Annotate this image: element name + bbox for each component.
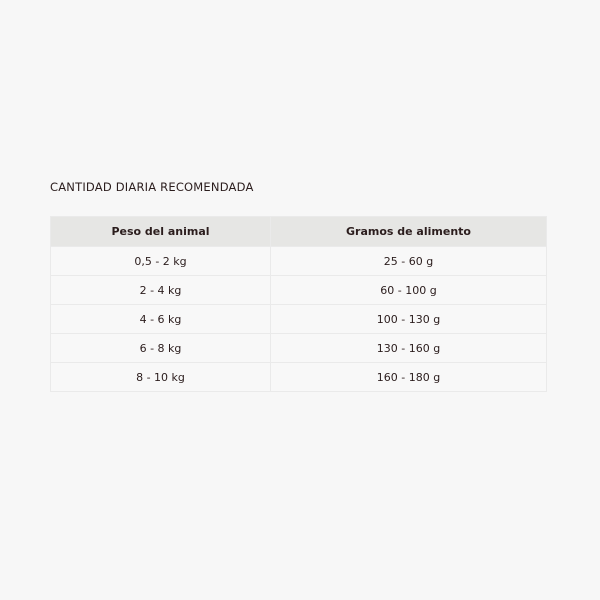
table-row bbox=[51, 276, 547, 305]
grams-cell: 100 - 130 g bbox=[271, 305, 547, 334]
grams-cell: 60 - 100 g bbox=[271, 276, 547, 305]
weight-cell: 2 - 4 kg bbox=[51, 276, 271, 305]
table-row bbox=[51, 334, 547, 363]
grams-cell: 25 - 60 g bbox=[271, 247, 547, 276]
grams-cell: 130 - 160 g bbox=[271, 334, 547, 363]
table-row bbox=[51, 363, 547, 392]
section-title: CANTIDAD DIARIA RECOMENDADA bbox=[50, 180, 254, 194]
grams-cell: 160 - 180 g bbox=[271, 363, 547, 392]
feeding-table bbox=[50, 216, 547, 392]
table-row bbox=[51, 247, 547, 276]
column-header-weight: Peso del animal bbox=[51, 217, 271, 247]
table-header-row bbox=[51, 217, 547, 247]
table-row bbox=[51, 305, 547, 334]
weight-cell: 0,5 - 2 kg bbox=[51, 247, 271, 276]
column-header-grams: Gramos de alimento bbox=[271, 217, 547, 247]
weight-cell: 8 - 10 kg bbox=[51, 363, 271, 392]
weight-cell: 6 - 8 kg bbox=[51, 334, 271, 363]
recommended-amount-section bbox=[50, 178, 546, 392]
weight-cell: 4 - 6 kg bbox=[51, 305, 271, 334]
